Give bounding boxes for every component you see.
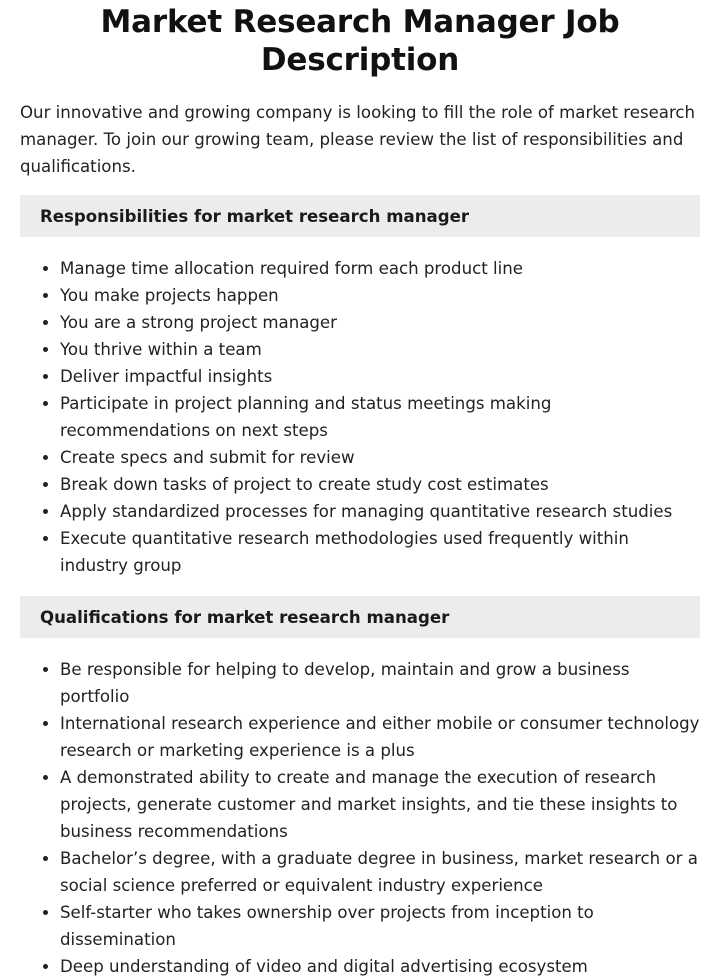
list-item: • Self-starter who takes ownership over projects from inception to dissemination (60, 899, 700, 953)
list-item: • Create specs and submit for review (60, 444, 700, 471)
list-item: • You make projects happen (60, 282, 700, 309)
list-item: • International research experience and either mobile or consumer technology research or marketing experience is a plus (60, 710, 700, 764)
list-item: • Bachelor’s degree, with a graduate degree in business, market research or a social science preferred or equivalent industry experience (60, 845, 700, 899)
list-item: • Participate in project planning and status meetings making recommendations on next steps (60, 390, 700, 444)
list-item: • Deep understanding of video and digital advertising ecosystem (60, 953, 700, 980)
list-item: • Execute quantitative research methodologies used frequently within industry group (60, 525, 700, 579)
list-item: • Apply standardized processes for managing quantitative research studies (60, 498, 700, 525)
list-item: • You are a strong project manager (60, 309, 700, 336)
qualifications-heading: Qualifications for market research manager (20, 596, 700, 638)
responsibilities-list (20, 255, 700, 579)
list-item: • Manage time allocation required form each product line (60, 255, 700, 282)
list-item: • A demonstrated ability to create and manage the execution of research projects, generate customer and market insights, and tie these insights to business recommendations (60, 764, 700, 845)
list-item: • Break down tasks of project to create study cost estimates (60, 471, 700, 498)
list-item: • You thrive within a team (60, 336, 700, 363)
qualifications-list (20, 656, 700, 980)
list-item: • Be responsible for helping to develop, maintain and grow a business portfolio (60, 656, 700, 710)
responsibilities-heading: Responsibilities for market research manager (20, 195, 700, 237)
intro-paragraph: Our innovative and growing company is looking to fill the role of market research manager. To join our growing team, please review the list of responsibilities and qualifications. (20, 103, 696, 176)
page-title: Market Research Manager Job Description (100, 4, 620, 78)
list-item: • Deliver impactful insights (60, 363, 700, 390)
